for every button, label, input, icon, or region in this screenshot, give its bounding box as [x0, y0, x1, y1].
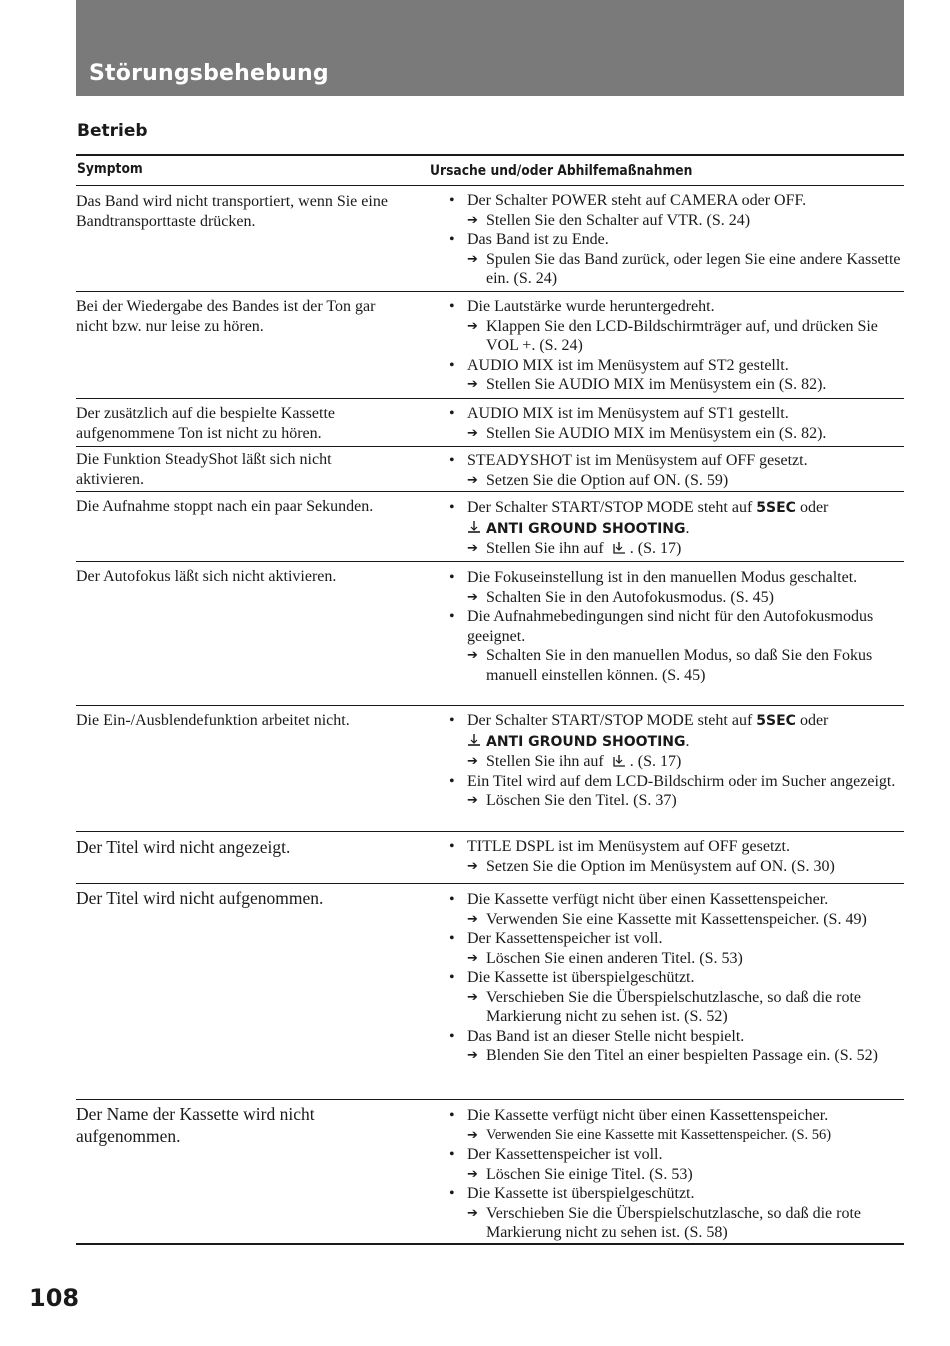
symptom-text: Der Titel wird nicht aufgenommen.: [76, 888, 324, 908]
bullet-icon: •: [449, 231, 455, 248]
symptom-text: Der zusätzlich auf die bespielte Kassette aufgenommene Ton ist nicht zu hören.: [76, 405, 335, 442]
remedy-text: Setzen Sie die Option auf ON. (S. 59): [486, 471, 729, 489]
anti-ground-shooting-icon: [608, 754, 630, 768]
symptom-text: Die Aufnahme stoppt nach ein paar Sekunden.: [76, 498, 374, 515]
arrow-right-icon: ➔: [467, 377, 478, 392]
header-band: [76, 0, 904, 96]
remedy-text: Stellen Sie ihn auf . (S. 17): [486, 540, 682, 557]
remedy-text: Stellen Sie den Schalter auf VTR. (S. 24): [486, 211, 751, 229]
arrow-right-icon: ➔: [467, 950, 478, 966]
mode-5sec: 5SEC: [756, 500, 796, 516]
remedy-text: Klappen Sie den LCD-Bildschirmträger auf, und drücken Sie VOL +. (S. 24): [486, 317, 878, 354]
page-number: 108: [29, 1284, 80, 1312]
table-row: [76, 884, 904, 1100]
bullet-icon: •: [449, 969, 455, 986]
symptom-text: Die Funktion SteadyShot läßt sich nicht aktivieren.: [76, 451, 332, 488]
mode-5sec: 5SEC: [756, 713, 796, 729]
cause-text: Der Schalter START/STOP MODE steht auf 5SEC oder ANTI GROUND SHOOTING.: [467, 712, 829, 750]
cause-text: AUDIO MIX ist im Menüsystem auf ST2 gestellt.: [467, 356, 789, 374]
bullet-icon: •: [449, 298, 455, 315]
remedy-text: Löschen Sie einen anderen Titel. (S. 53): [486, 949, 743, 967]
table-row: [76, 1100, 904, 1245]
remedy-text: Setzen Sie die Option im Menüsystem auf ON. (S. 30): [486, 857, 835, 875]
cause-cell: [449, 1100, 904, 1245]
remedy-text: Löschen Sie einige Titel. (S. 53): [486, 1165, 693, 1183]
arrow-right-icon: ➔: [467, 793, 478, 808]
arrow-right-icon: ➔: [467, 1166, 478, 1182]
remedy-text: Stellen Sie AUDIO MIX im Menüsystem ein (S. 82).: [486, 376, 827, 393]
remedy-text: Schalten Sie in den manuellen Modus, so daß Sie den Fokus manuell einstellen können. (S. 45): [486, 647, 873, 684]
cause-text: Das Band ist zu Ende.: [467, 231, 609, 248]
page-title: Störungsbehebung: [89, 61, 329, 86]
cause-text: Die Kassette ist überspielgeschützt.: [467, 1185, 695, 1202]
arrow-right-icon: ➔: [467, 589, 478, 605]
section-title: Betrieb: [77, 121, 148, 141]
arrow-right-icon: ➔: [467, 754, 478, 769]
arrow-right-icon: ➔: [467, 425, 478, 441]
arrow-right-icon: ➔: [467, 318, 478, 334]
cause-cell: [449, 562, 904, 687]
bullet-icon: •: [449, 1027, 455, 1045]
remedy-text: Spulen Sie das Band zurück, oder legen Sie eine andere Kassette ein. (S. 24): [486, 250, 901, 287]
arrow-right-icon: ➔: [467, 541, 478, 556]
cause-text: Die Kassette ist überspielgeschützt.: [467, 969, 695, 986]
arrow-right-icon: ➔: [467, 472, 478, 488]
remedy-text: Verwenden Sie eine Kassette mit Kassettenspeicher. (S. 49): [486, 910, 867, 928]
cause-cell: [449, 492, 904, 561]
bullet-icon: •: [449, 1185, 455, 1202]
bullet-icon: •: [449, 891, 455, 908]
cause-text: Der Kassettenspeicher ist voll.: [467, 930, 663, 947]
bullet-icon: •: [449, 930, 455, 947]
cause-text: TITLE DSPL ist im Menüsystem auf OFF gesetzt.: [467, 838, 790, 855]
cause-text: Die Kassette verfügt nicht über einen Kassettenspeicher.: [467, 1107, 829, 1124]
remedy-text: Schalten Sie in den Autofokusmodus. (S. 45): [486, 588, 774, 606]
anti-ground-shooting-icon: [608, 541, 630, 555]
remedy-text: Stellen Sie AUDIO MIX im Menüsystem ein (S. 82).: [486, 424, 827, 442]
remedy-text: Verwenden Sie eine Kassette mit Kassettenspeicher. (S. 56): [486, 1126, 832, 1143]
cause-text: Die Fokuseinstellung ist in den manuellen Modus geschaltet.: [467, 569, 858, 586]
cause-cell: [449, 832, 904, 878]
cause-cell: [449, 884, 904, 1068]
remedy-text: Verschieben Sie die Überspielschutzlasche, so daß die rote Markierung nicht zu sehen ist. (S. 58): [486, 1204, 861, 1241]
cause-text: Ein Titel wird auf dem LCD-Bildschirm oder im Sucher angezeigt.: [467, 772, 896, 790]
bullet-icon: •: [449, 499, 455, 516]
bullet-icon: •: [449, 1107, 455, 1124]
arrow-right-icon: ➔: [467, 989, 478, 1005]
table-row: [76, 399, 904, 447]
cause-cell: [449, 706, 904, 813]
arrow-right-icon: ➔: [467, 911, 478, 927]
mode-anti-ground-shooting: ANTI GROUND SHOOTING: [486, 733, 686, 750]
cause-text: Das Band ist an dieser Stelle nicht bespielt.: [467, 1027, 745, 1045]
arrow-right-icon: ➔: [467, 648, 478, 663]
symptom-text: Der Titel wird nicht angezeigt.: [76, 837, 291, 857]
remedy-text: Löschen Sie den Titel. (S. 37): [486, 792, 677, 809]
bullet-icon: •: [449, 192, 455, 209]
cause-text: Die Kassette verfügt nicht über einen Kassettenspeicher.: [467, 891, 829, 908]
symptom-text: Der Name der Kassette wird nicht aufgenommen.: [76, 1104, 315, 1146]
remedy-text: Verschieben Sie die Überspielschutzlasche, so daß die rote Markierung nicht zu sehen ist. (S. 52): [486, 988, 861, 1025]
cause-text: Die Aufnahmebedingungen sind nicht für den Autofokusmodus geeignet.: [467, 608, 874, 645]
anti-ground-shooting-icon: [467, 734, 481, 747]
table-row: [76, 832, 904, 884]
table-row: [76, 292, 904, 399]
table-header: [76, 154, 904, 186]
cause-text: STEADYSHOT ist im Menüsystem auf OFF gesetzt.: [467, 452, 808, 469]
symptom-text: Bei der Wiedergabe des Bandes ist der Ton gar nicht bzw. nur leise zu hören.: [76, 298, 376, 335]
bullet-icon: •: [449, 772, 455, 790]
symptom-text: Das Band wird nicht transportiert, wenn Sie eine Bandtransporttaste drücken.: [76, 193, 388, 230]
cause-text: Der Kassettenspeicher ist voll.: [467, 1146, 663, 1163]
column-header-symptom: Symptom: [77, 161, 143, 177]
cause-text: Der Schalter START/STOP MODE steht auf 5SEC oder ANTI GROUND SHOOTING.: [467, 499, 829, 537]
arrow-right-icon: ➔: [467, 1127, 478, 1143]
table-row: [76, 562, 904, 706]
bullet-icon: •: [449, 838, 455, 855]
arrow-right-icon: ➔: [467, 858, 478, 874]
cause-text: Der Schalter POWER steht auf CAMERA oder OFF.: [467, 192, 807, 209]
table-row: [76, 706, 904, 832]
symptom-text: Der Autofokus läßt sich nicht aktivieren.: [76, 568, 337, 585]
cause-cell: [449, 399, 904, 445]
cause-cell: [449, 447, 904, 492]
arrow-right-icon: ➔: [467, 212, 478, 228]
anti-ground-shooting-icon: [467, 521, 481, 534]
symptom-text: Die Ein-/Ausblendefunktion arbeitet nicht.: [76, 712, 350, 729]
cause-text: Die Lautstärke wurde heruntergedreht.: [467, 298, 715, 315]
arrow-right-icon: ➔: [467, 1205, 478, 1221]
arrow-right-icon: ➔: [467, 251, 478, 267]
remedy-text: Stellen Sie ihn auf . (S. 17): [486, 753, 682, 770]
cause-text: AUDIO MIX ist im Menüsystem auf ST1 gestellt.: [467, 405, 789, 422]
column-header-cause: Ursache und/oder Abhilfemaßnahmen: [430, 163, 693, 179]
cause-cell: [449, 292, 904, 397]
arrow-right-icon: ➔: [467, 1048, 478, 1063]
bullet-icon: •: [449, 608, 455, 625]
bullet-icon: •: [449, 1146, 455, 1163]
cause-cell: [449, 186, 904, 291]
table-row: [76, 492, 904, 562]
bullet-icon: •: [449, 569, 455, 586]
table-row: [76, 186, 904, 292]
bullet-icon: •: [449, 712, 455, 729]
bullet-icon: •: [449, 405, 455, 422]
bullet-icon: •: [449, 356, 455, 374]
mode-anti-ground-shooting: ANTI GROUND SHOOTING: [486, 520, 686, 537]
troubleshooting-table: [76, 154, 904, 1245]
remedy-text: Blenden Sie den Titel an einer bespielten Passage ein. (S. 52): [486, 1047, 878, 1064]
bullet-icon: •: [449, 452, 455, 469]
table-row: [76, 447, 904, 492]
